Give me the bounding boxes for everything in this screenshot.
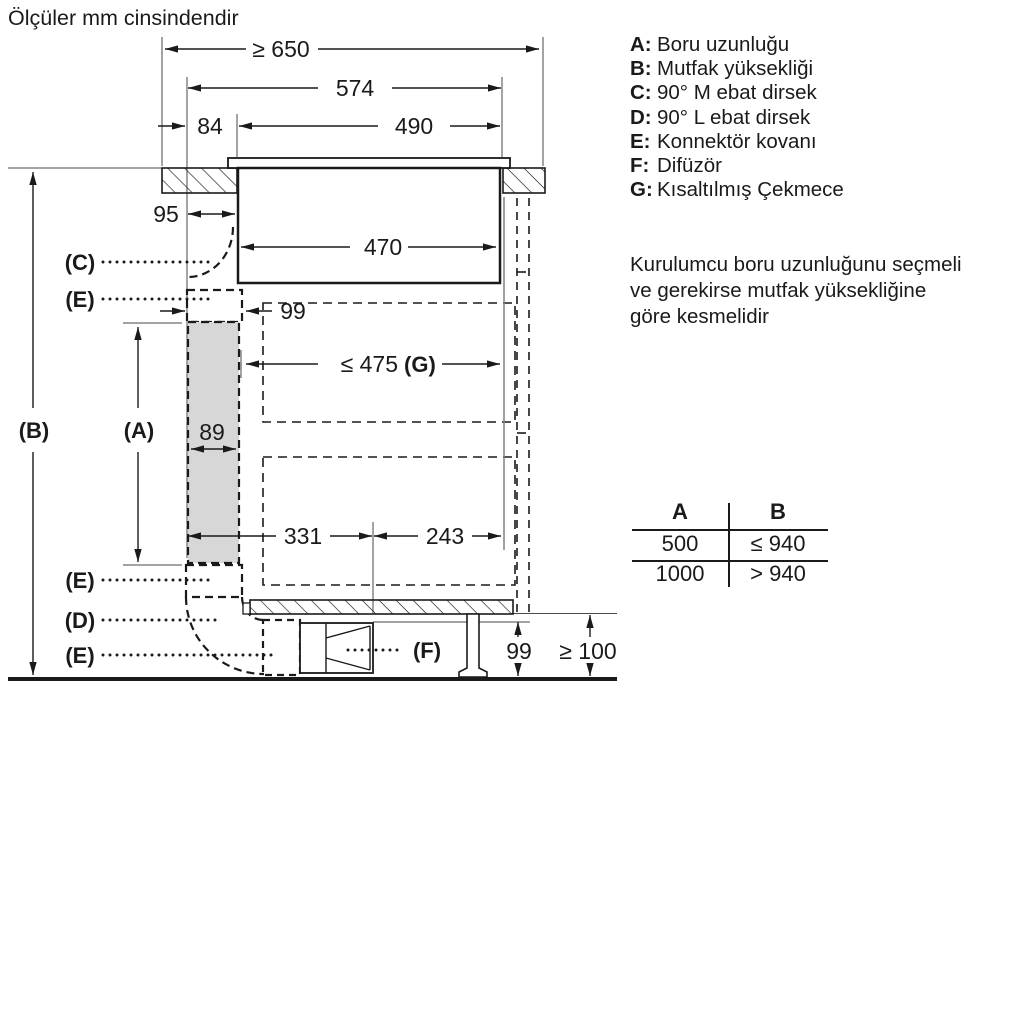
legend-item-c: C: 90° M ebat dirsek bbox=[630, 81, 817, 105]
table-cell: ≤ 940 bbox=[750, 531, 806, 556]
label-e-mid: (E) bbox=[65, 568, 95, 593]
table-cell: 500 bbox=[661, 531, 699, 556]
table-header-b: B bbox=[770, 499, 786, 524]
diffuser-f bbox=[300, 623, 373, 673]
dim-650-value: ≥ 650 bbox=[252, 36, 310, 62]
legend bbox=[630, 33, 844, 202]
legend-label: Mutfak yüksekliği bbox=[657, 57, 814, 81]
legend-label: 90° L ebat dirsek bbox=[657, 105, 811, 129]
label-e-bottom: (E) bbox=[65, 643, 95, 668]
page-title: Ölçüler mm cinsindendir bbox=[8, 6, 239, 30]
dim-95-value: 95 bbox=[153, 201, 179, 227]
label-b: (B) bbox=[18, 418, 50, 443]
dim-475-g bbox=[246, 350, 500, 377]
dim-243-value: 243 bbox=[425, 523, 465, 549]
connector-sleeve-top bbox=[187, 290, 242, 322]
legend-label: Konnektör kovanı bbox=[657, 129, 817, 153]
legend-item-d: D: 90° L ebat dirsek bbox=[630, 105, 811, 129]
dim-a bbox=[124, 327, 155, 562]
lower-drawer bbox=[263, 457, 515, 585]
panel-notch bbox=[243, 603, 250, 614]
legend-item-e: E: Konnektör kovanı bbox=[630, 129, 817, 153]
cabinet-leg bbox=[459, 614, 487, 677]
dim-99-top-value: 99 bbox=[280, 298, 306, 324]
legend-label: Kısaltılmış Çekmece bbox=[657, 178, 844, 202]
table-cell: 1000 bbox=[655, 561, 705, 586]
dim-490-value: 490 bbox=[394, 113, 434, 139]
dim-b bbox=[19, 172, 50, 675]
hob-body bbox=[238, 168, 500, 283]
legend-item-g: G: Kısaltılmış Çekmece bbox=[630, 178, 844, 202]
dim-100-value: ≥ 100 bbox=[559, 638, 617, 664]
label-e-top: (E) bbox=[65, 287, 95, 312]
dim-100 bbox=[554, 615, 622, 676]
dim-95 bbox=[153, 201, 235, 227]
dim-99-top bbox=[160, 298, 306, 324]
dim-574-value: 574 bbox=[335, 75, 375, 101]
table-header-a: A bbox=[672, 499, 688, 524]
dim-89-value: 89 bbox=[199, 419, 225, 445]
legend-item-f: F: Difüzör bbox=[630, 154, 722, 178]
dim-331-value: 331 bbox=[283, 523, 323, 549]
dim-99-bottom bbox=[502, 622, 535, 676]
elbow-c bbox=[188, 227, 233, 277]
table-cell: > 940 bbox=[750, 561, 806, 586]
dim-84-value: 84 bbox=[197, 113, 223, 139]
dim-470-value: 470 bbox=[363, 234, 403, 260]
legend-label: Difüzör bbox=[657, 154, 722, 178]
worktop-left bbox=[162, 168, 237, 193]
worktop-right bbox=[503, 168, 545, 193]
dim-574 bbox=[188, 75, 501, 101]
dim-475-value: ≤ 475 bbox=[340, 351, 398, 377]
drawer-g-label: (G) bbox=[404, 352, 436, 377]
label-c: (C) bbox=[64, 250, 96, 275]
legend-label: 90° M ebat dirsek bbox=[657, 81, 817, 105]
label-a: (A) bbox=[123, 418, 155, 443]
label-f: (F) bbox=[412, 638, 442, 663]
legend-item-b: B: Mutfak yüksekliği bbox=[630, 57, 814, 81]
label-d: (D) bbox=[64, 608, 96, 633]
dim-99-bottom-value: 99 bbox=[506, 638, 532, 664]
dim-650 bbox=[165, 36, 539, 62]
pipe-length-table bbox=[632, 497, 828, 589]
dim-84-490 bbox=[158, 113, 500, 139]
legend-item-a: A: Boru uzunluğu bbox=[630, 33, 790, 56]
cabinet-bottom-panel bbox=[250, 600, 513, 614]
hob bbox=[228, 158, 510, 283]
installer-note: Kurulumcu boru uzunluğunu seçmeli ve gerekirse mutfak yüksekliğine göre kesmelidir bbox=[630, 253, 962, 328]
hob-top-plate bbox=[228, 158, 510, 168]
legend-label: Boru uzunluğu bbox=[657, 33, 790, 56]
connector-sleeve-bottom bbox=[263, 620, 300, 675]
